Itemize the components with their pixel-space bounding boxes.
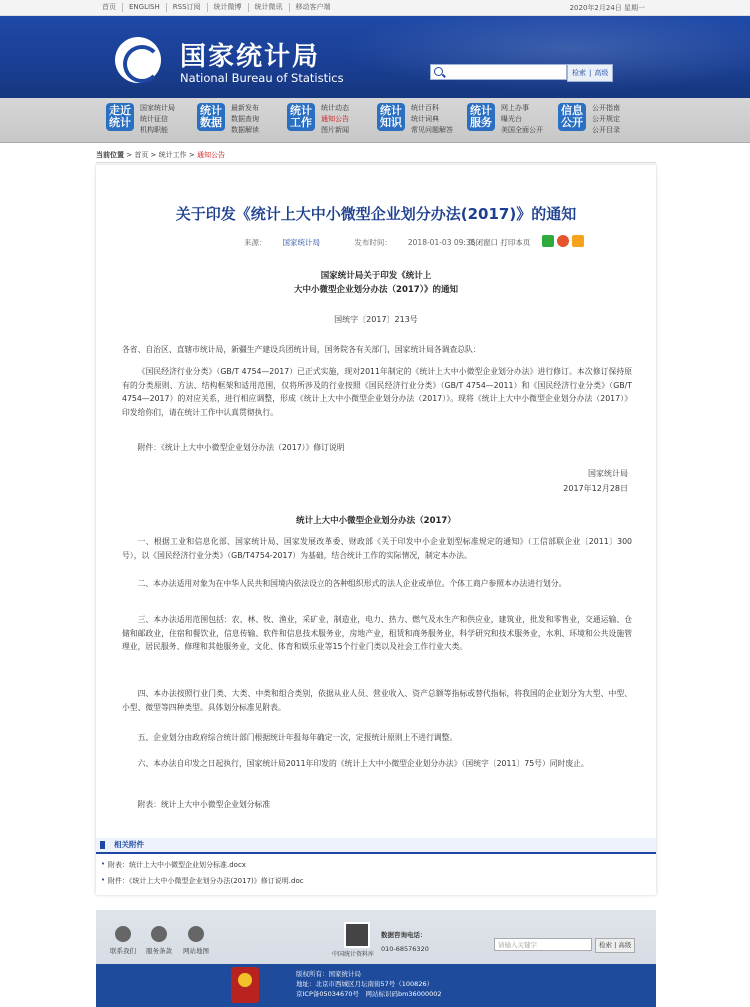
footer-advanced-button[interactable]: 高级 — [618, 941, 632, 949]
nav-badge-disclosure[interactable]: 信息公开 — [558, 103, 586, 131]
top-link-english[interactable]: ENGLISH — [123, 3, 167, 12]
clause-6: 六、本办法自印发之日起执行，国家统计局2011年印发的《统计上大中小微型企业划分办法》（国统字〔2011〕75号）同时废止。 — [137, 759, 589, 768]
contact-us-link[interactable]: 联系我们 — [110, 926, 136, 955]
nav-badge-about[interactable]: 走近统计 — [106, 103, 134, 131]
header-search-button[interactable]: 检索 — [572, 69, 586, 77]
nav-badge-knowledge[interactable]: 统计知识 — [377, 103, 405, 131]
nav-link[interactable]: 数据查询 — [231, 115, 259, 123]
nav-link[interactable]: 曝光台 — [501, 115, 522, 123]
qr-code-icon — [344, 922, 370, 948]
article-container — [96, 165, 656, 895]
clause-5: 五、企业划分由政府综合统计部门根据统计年报每年确定一次，定报统计原则上不进行调整。 — [137, 733, 458, 742]
top-link-home[interactable]: 首页 — [96, 3, 123, 12]
top-links — [96, 3, 337, 12]
service-terms-link[interactable]: 服务条款 — [146, 926, 172, 955]
qr-label: 中国统计资料库 — [332, 951, 375, 958]
nav-group-service — [467, 103, 543, 137]
close-window-link[interactable]: 关闭窗口 — [468, 238, 498, 247]
nbs-logo-icon[interactable] — [115, 37, 161, 83]
article-title: 关于印发《统计上大中小微型企业划分办法(2017)》的通知 — [175, 205, 577, 223]
nav-link[interactable]: 国家统计局 — [140, 104, 175, 112]
header-advanced-search-button[interactable]: 高级 — [594, 69, 609, 77]
footer-search-input[interactable]: 请输入关键字 — [494, 938, 592, 951]
article-meta: 来源： 国家统计局 发布时间： 2018-01-03 09:35 — [244, 238, 476, 247]
footer-search-buttons: 检索 | 高级 — [595, 938, 635, 953]
nav-group-about — [106, 103, 175, 137]
article-date: 2018-01-03 09:35 — [407, 238, 476, 247]
party-emblem-icon[interactable] — [231, 967, 259, 1003]
related-attachments — [96, 838, 656, 898]
header-search-buttons: 检索 | 高级 — [567, 64, 613, 82]
nav-link[interactable]: 美国全面公开 — [501, 126, 543, 134]
nav-link[interactable]: 机构职能 — [140, 126, 168, 134]
print-page-link[interactable]: 打印本页 — [500, 238, 531, 247]
site-name-cn[interactable]: 国家统计局 — [180, 42, 321, 72]
sign-date: 2017年12月28日 — [563, 484, 628, 493]
nav-group-disclosure — [558, 103, 620, 137]
nav-link[interactable]: 常见问题解答 — [411, 126, 453, 134]
site-name-en: National Bureau of Statistics — [180, 71, 344, 85]
appendix-note: 附表：统计上大中小微型企业划分标准 — [137, 800, 271, 809]
attachment-link[interactable]: • 附件：《统计上大中小微型企业划分办法(2017)》修订说明.doc — [96, 876, 656, 886]
nav-link-active[interactable]: 通知公告 — [321, 115, 349, 123]
wechat-share-icon[interactable] — [542, 235, 554, 247]
nav-link[interactable]: 统计征信 — [140, 115, 168, 123]
article-source[interactable]: 国家统计局 — [282, 238, 320, 247]
nav-group-work — [287, 103, 349, 137]
breadcrumb: 当前位置 > 首页 > 统计工作 > 通知公告 — [96, 150, 656, 163]
qzone-share-icon[interactable] — [572, 235, 584, 247]
copyright-info: 版权所有：国家统计局 地址：北京市西城区月坛南街57号（100826） 京ICP备05034670号 网站标识码bm36000002 — [296, 970, 442, 998]
nav-group-data — [197, 103, 259, 137]
nav-link[interactable]: 数据解读 — [231, 126, 259, 134]
breadcrumb-section[interactable]: 统计工作 — [158, 151, 187, 159]
sitemap-icon — [188, 926, 204, 942]
world-map-decoration — [300, 16, 750, 98]
nav-link[interactable]: 最新发布 — [231, 104, 259, 112]
mail-icon — [115, 926, 131, 942]
nav-link[interactable]: 公开规定 — [592, 115, 620, 123]
weibo-share-icon[interactable] — [557, 235, 569, 247]
data-hotline: 数据咨询电话： 010-68576320 — [381, 931, 429, 953]
nav-link[interactable]: 统计百科 — [411, 104, 439, 112]
nav-badge-data[interactable]: 统计数据 — [197, 103, 225, 131]
nav-link[interactable]: 公开指南 — [592, 104, 620, 112]
breadcrumb-current[interactable]: 通知公告 — [196, 151, 225, 159]
breadcrumb-home[interactable]: 首页 — [134, 151, 149, 159]
top-link-weibo[interactable]: 统计微博 — [208, 3, 249, 12]
current-date: 2020年2月24日 星期一 — [569, 4, 645, 12]
clause-3: 三、本办法适用范围包括：农、林、牧、渔业，采矿业，制造业，电力、热力、燃气及水生产和供应业，建筑业，批发和零售业，交通运输、仓储和邮政业，住宿和餐饮业，信息传输、软件和信息技术服务业，房地产业，租赁和商务服务业，科学研究和技术服务业，水利、环境和公共设施管理业，居民服务、修理和其他服务业，文化、体育和娱乐业等15个行业门类以及社会工作行业大类。 — [122, 615, 632, 651]
top-link-wechat[interactable]: 统计微讯 — [249, 3, 290, 12]
nav-badge-service[interactable]: 统计服务 — [467, 103, 495, 131]
site-footer — [96, 910, 656, 1007]
nav-link[interactable]: 图片新闻 — [321, 126, 349, 134]
nav-badge-work[interactable]: 统计工作 — [287, 103, 315, 131]
clause-4: 四、本办法按照行业门类、大类、中类和组合类别，依据从业人员、营业收入、资产总额等指标或替代指标，将我国的企业划分为大型、中型、小型、微型等四种类型。具体划分标准见附表。 — [122, 689, 632, 712]
top-link-rss[interactable]: RSS订阅 — [167, 3, 208, 12]
clause-2: 二、本办法适用对象为在中华人民共和国境内依法设立的各种组织形式的法人企业或单位。个体工商户参照本办法进行划分。 — [137, 579, 567, 588]
attachment-note: 附件：《统计上大中小微型企业划分办法（2017）》修订说明 — [137, 443, 345, 452]
main-nav — [0, 98, 750, 143]
nav-group-knowledge — [377, 103, 453, 137]
document-number: 国统字〔2017〕213号 — [334, 315, 418, 324]
attachment-link[interactable]: • 附表：统计上大中小微型企业划分标准.docx — [96, 860, 656, 870]
header-search-input[interactable] — [430, 64, 567, 80]
nav-link[interactable]: 网上办事 — [501, 104, 529, 112]
nav-link[interactable]: 统计动态 — [321, 104, 349, 112]
body-paragraph: 《国民经济行业分类》（GB/T 4754—2017）已正式实施，现对2011年制定的《统计上大中小微型企业划分办法》进行修订。本次修订保持原有的分类原则、方法、结构框架和适用范围，仅将所涉及的行业按照《国民经济行业分类》（GB/T 4754—2011）和《国民经济行业分类》（GB/T 4754—2017）的对应关系，进行相应调整，形成《统计上大中小微型企业划分办法（2017）》。现将《统计上大中小微型企业划分办法（2017）》印发给你们，请在统计工作中认真贯彻执行。 — [122, 367, 632, 417]
document-heading: 国家统计局关于印发《统计上 大中小微型企业划分办法（2017）》的通知 — [294, 271, 458, 295]
attachments-heading: 相关附件 — [96, 838, 656, 854]
top-link-bar — [0, 0, 750, 16]
addressee: 各省、自治区、直辖市统计局，新疆生产建设兵团统计局，国务院各有关部门，国家统计局各调查总队： — [122, 345, 481, 354]
footer-search-button[interactable]: 检索 — [599, 941, 612, 949]
top-link-mobile[interactable]: 移动客户端 — [295, 3, 331, 11]
nav-link[interactable]: 统计词典 — [411, 115, 439, 123]
article-tools — [468, 237, 530, 248]
measures-title: 统计上大中小微型企业划分办法（2017） — [296, 516, 456, 526]
site-banner — [0, 16, 750, 98]
footer-bottom-bar — [96, 964, 656, 1007]
signer: 国家统计局 — [588, 469, 628, 478]
sitemap-link[interactable]: 网站地图 — [183, 926, 209, 955]
document-icon — [151, 926, 167, 942]
share-icons — [542, 235, 584, 247]
search-icon — [434, 67, 443, 76]
nav-link[interactable]: 公开目录 — [592, 126, 620, 134]
clause-1: 一、根据工业和信息化部、国家统计局、国家发展改革委、财政部《关于印发中小企业划型标准规定的通知》（工信部联企业〔2011〕300号），以《国民经济行业分类》（GB/T4754-2017）为基础，结合统计工作的实际情况，制定本办法。 — [122, 537, 632, 560]
breadcrumb-label: 当前位置 — [96, 151, 124, 159]
